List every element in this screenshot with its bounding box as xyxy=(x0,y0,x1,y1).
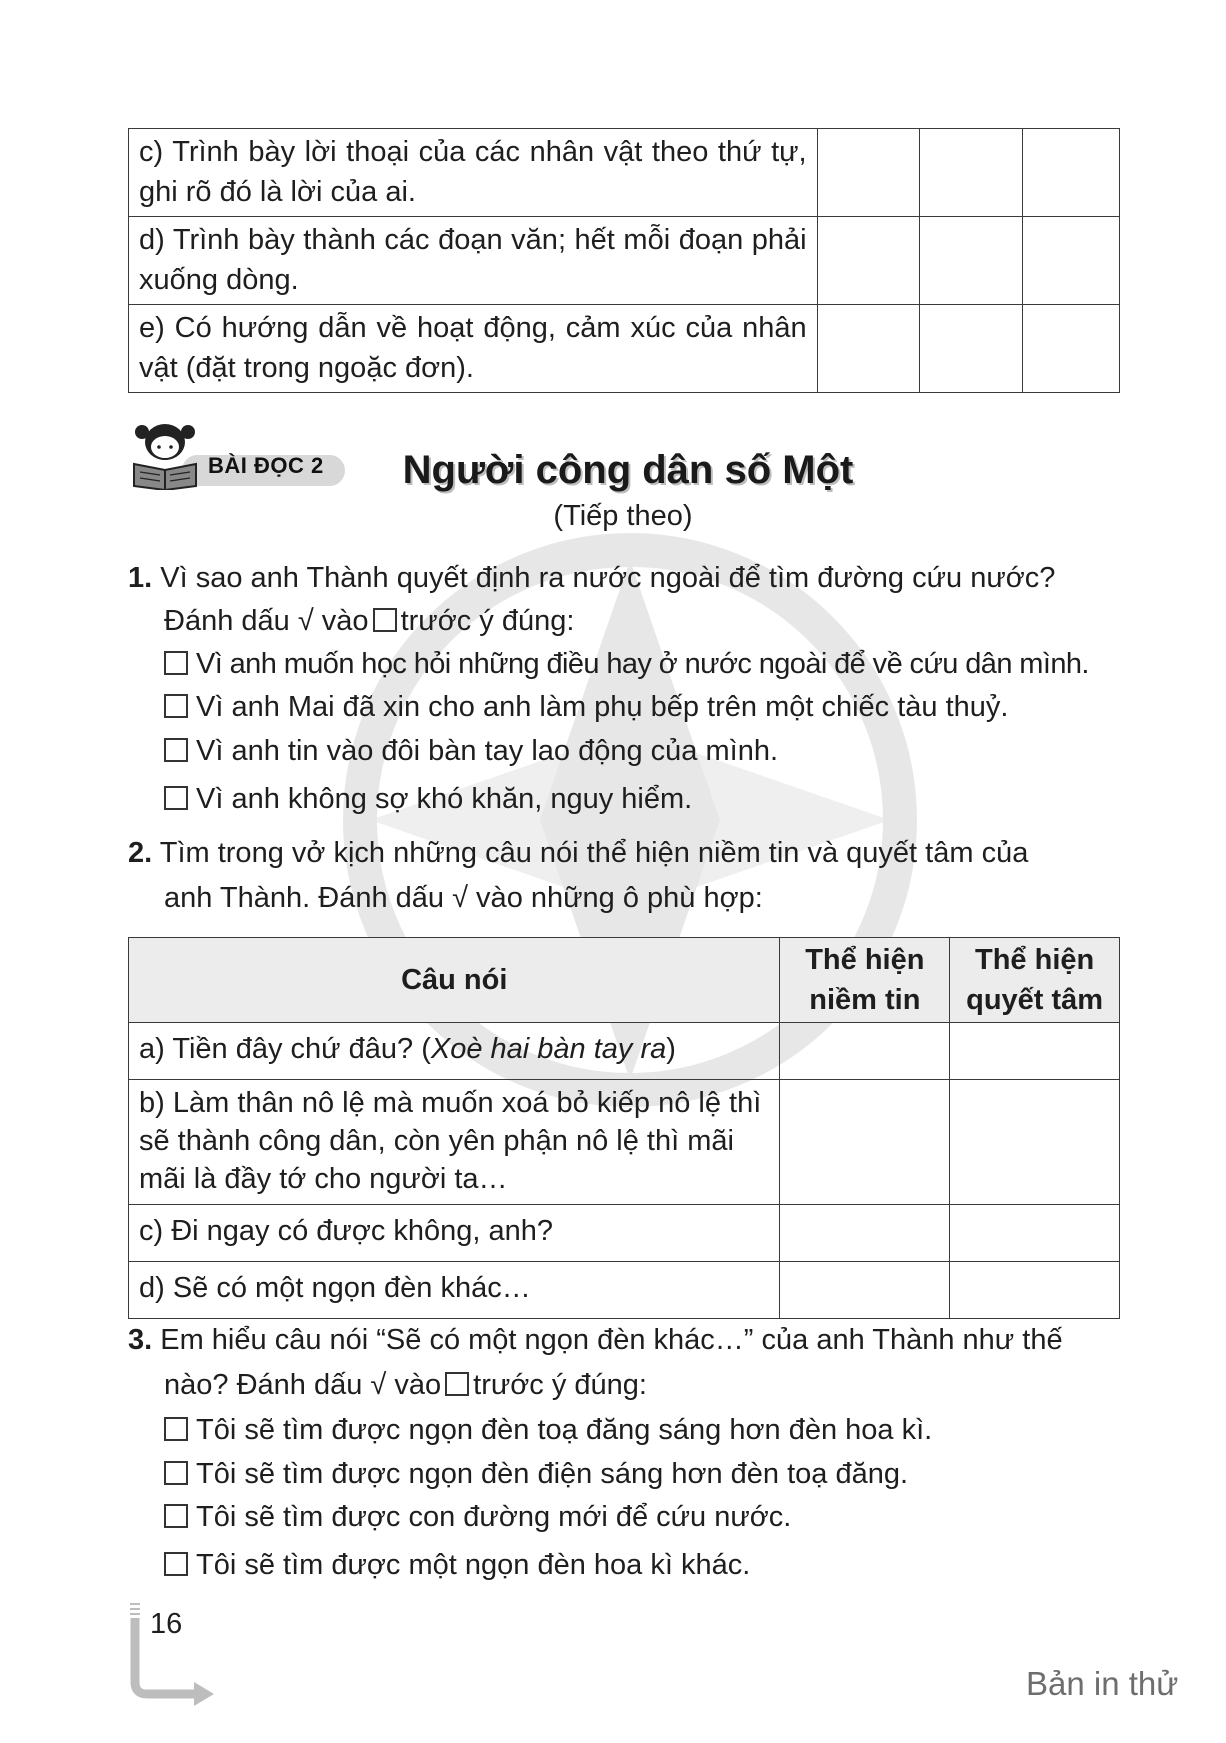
criteria-text: e) Có hướng dẫn về hoạt động, cảm xúc của nhân vật (đặt trong ngoặc đơn). xyxy=(129,305,818,393)
check-cell[interactable] xyxy=(1022,129,1119,217)
draft-label: Bản in thử xyxy=(1026,1665,1179,1702)
check-cell[interactable] xyxy=(950,1262,1120,1319)
table-row xyxy=(129,1023,1120,1080)
check-cell[interactable] xyxy=(817,129,920,217)
check-cell[interactable] xyxy=(780,1023,950,1080)
table-row xyxy=(129,305,1120,393)
header-text: Thể hiện xyxy=(805,944,925,976)
lesson-subtitle: (Tiếp theo) xyxy=(553,500,693,532)
quote-text xyxy=(129,1023,780,1080)
option-text: Tôi sẽ tìm được một ngọn đèn hoa kì khác. xyxy=(196,1549,751,1581)
option-item[interactable] xyxy=(164,644,1089,684)
option-text: Tôi sẽ tìm được con đường mới để cứu nước. xyxy=(196,1501,792,1533)
lesson-title: Người công dân số Một xyxy=(402,448,854,492)
instruction-text: trước ý đúng: xyxy=(400,605,575,637)
checkbox-icon xyxy=(445,1372,469,1396)
table-header-row xyxy=(129,938,1120,1023)
checkbox-icon[interactable] xyxy=(164,694,188,718)
check-cell[interactable] xyxy=(950,1080,1120,1205)
page-number: 16 xyxy=(150,1608,183,1640)
criteria-text: c) Trình bày lời thoại của các nhân vật theo thứ tự, ghi rõ đó là lời của ai. xyxy=(129,129,818,217)
check-cell[interactable] xyxy=(1022,217,1119,305)
header-quote: Câu nói xyxy=(129,938,780,1023)
check-cell[interactable] xyxy=(780,1262,950,1319)
lesson-badge-label: BÀI ĐỌC 2 xyxy=(208,453,324,478)
check-cell[interactable] xyxy=(920,217,1023,305)
option-text: Vì anh tin vào đôi bàn tay lao động của mình. xyxy=(196,735,779,767)
checkbox-icon[interactable] xyxy=(164,1504,188,1528)
option-text: Tôi sẽ tìm được ngọn đèn toạ đăng sáng hơn đèn hoa kì. xyxy=(196,1414,933,1446)
question-number: 2. xyxy=(128,837,153,869)
option-text: Vì anh Mai đã xin cho anh làm phụ bếp trên một chiếc tàu thuỷ. xyxy=(196,691,1009,723)
table-row xyxy=(129,217,1120,305)
option-item[interactable] xyxy=(164,1454,908,1494)
table-row xyxy=(129,1262,1120,1319)
header-text: niềm tin xyxy=(809,984,921,1016)
question-number: 1. xyxy=(128,562,153,594)
header-text: Thể hiện xyxy=(974,944,1095,976)
check-cell[interactable] xyxy=(920,129,1023,217)
checkbox-icon[interactable] xyxy=(164,738,188,762)
checkbox-icon[interactable] xyxy=(164,651,188,675)
question-1-instruction xyxy=(164,599,574,643)
check-cell[interactable] xyxy=(817,305,920,393)
quote-text: c) Đi ngay có được không, anh? xyxy=(129,1205,780,1262)
checkbox-icon[interactable] xyxy=(164,1552,188,1576)
table-row xyxy=(129,1080,1120,1205)
quote-text-italic: Xoè hai bàn tay ra xyxy=(430,1033,667,1065)
table-row xyxy=(129,1205,1120,1262)
checkbox-icon[interactable] xyxy=(164,1417,188,1441)
checkbox-icon xyxy=(373,608,397,632)
instruction-text: Đánh dấu √ vào xyxy=(164,605,369,637)
criteria-text: d) Trình bày thành các đoạn văn; hết mỗi đoạn phải xuống dòng. xyxy=(129,217,818,305)
question-3-instruction xyxy=(164,1363,647,1407)
header-resolve xyxy=(950,938,1120,1023)
check-cell[interactable] xyxy=(780,1205,950,1262)
header-text: quyết tâm xyxy=(966,984,1104,1016)
checkbox-icon[interactable] xyxy=(164,1461,188,1485)
quote-table xyxy=(128,937,1120,1319)
option-item[interactable] xyxy=(164,1545,750,1585)
option-item[interactable] xyxy=(164,731,778,771)
question-2-instruction: anh Thành. Đánh dấu √ vào những ô phù hợp: xyxy=(164,882,763,914)
check-cell[interactable] xyxy=(950,1023,1120,1080)
check-cell[interactable] xyxy=(1022,305,1119,393)
instruction-text: nào? Đánh dấu √ vào xyxy=(164,1369,442,1401)
option-item[interactable] xyxy=(164,1410,932,1450)
check-cell[interactable] xyxy=(920,305,1023,393)
check-cell[interactable] xyxy=(817,217,920,305)
question-3 xyxy=(128,1318,1063,1362)
table-row xyxy=(129,129,1120,217)
instruction-text: trước ý đúng: xyxy=(473,1369,647,1401)
checkbox-icon[interactable] xyxy=(164,786,188,810)
quote-text: b) Làm thân nô lệ mà muốn xoá bỏ kiếp nô lệ thì sẽ thành công dân, còn yên phận nô lệ thì mãi mãi là đầy tớ cho người ta… xyxy=(129,1080,780,1205)
check-cell[interactable] xyxy=(950,1205,1120,1262)
option-text: Vì anh muốn học hỏi những điều hay ở nước ngoài để về cứu dân mình. xyxy=(196,648,1089,680)
quote-text: d) Sẽ có một ngọn đèn khác… xyxy=(129,1262,780,1319)
question-1 xyxy=(128,556,1055,600)
option-item[interactable] xyxy=(164,687,1008,727)
option-item[interactable] xyxy=(164,779,692,819)
question-2 xyxy=(128,831,1028,875)
question-number: 3. xyxy=(128,1324,153,1356)
quote-text-after: ) xyxy=(666,1033,676,1065)
header-belief xyxy=(780,938,950,1023)
question-text: Em hiểu câu nói “Sẽ có một ngọn đèn khác…” của anh Thành như thế xyxy=(160,1324,1063,1356)
question-text: Vì sao anh Thành quyết định ra nước ngoài để tìm đường cứu nước? xyxy=(160,562,1056,594)
option-text: Tôi sẽ tìm được ngọn đèn điện sáng hơn đèn toạ đăng. xyxy=(196,1458,909,1490)
option-text: Vì anh không sợ khó khăn, nguy hiểm. xyxy=(196,783,693,815)
check-cell[interactable] xyxy=(780,1080,950,1205)
option-item[interactable] xyxy=(164,1497,791,1537)
criteria-table xyxy=(128,128,1120,393)
question-text: Tìm trong vở kịch những câu nói thể hiện niềm tin và quyết tâm của xyxy=(159,837,1029,869)
quote-text-main: a) Tiền đây chứ đâu? ( xyxy=(139,1033,431,1065)
